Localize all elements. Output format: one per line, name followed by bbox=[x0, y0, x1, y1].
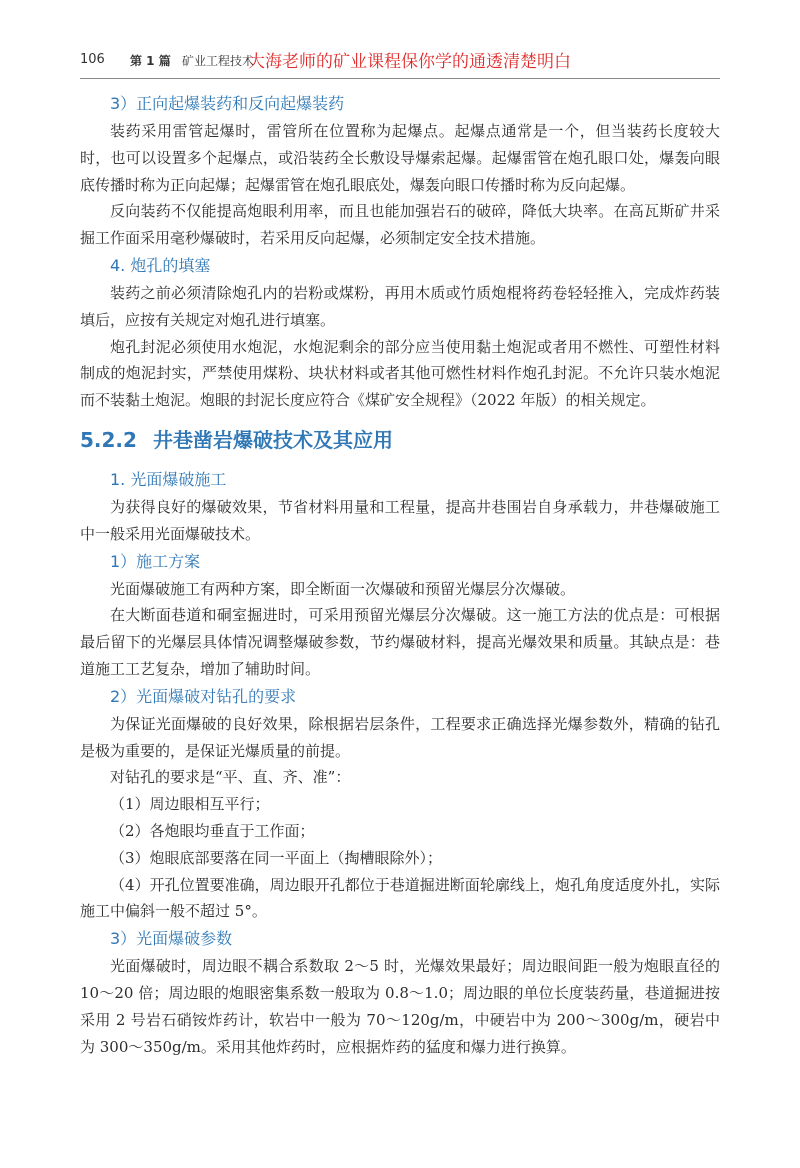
list-item: （2）各炮眼均垂直于工作面； bbox=[110, 821, 315, 840]
subheading-blasting-parameters: 3）光面爆破参数 bbox=[110, 929, 233, 949]
page-header bbox=[80, 52, 720, 82]
paragraph: 为获得良好的爆破效果，节省材料用量和工程量，提高井巷围岩自身承载力，井巷爆破施工中一般采用光面爆破技术。 bbox=[80, 497, 720, 543]
paragraph: 炮孔封泥必须使用水炮泥，水炮泥剩余的部分应当使用黏土炮泥或者用不燃性、可塑性材料制成的炮泥封实，严禁使用煤粉、块状材料或者其他可燃性材料作炮孔封泥。不允许只装水炮泥而不装黏土炮泥。炮眼的封泥长度应符合《煤矿安全规程》（2022 年版）的相关规定。 bbox=[80, 337, 720, 410]
paragraph: 光面爆破施工有两种方案，即全断面一次爆破和预留光爆层分次爆破。 bbox=[110, 579, 576, 598]
running-title: 矿业工程技术 bbox=[182, 54, 255, 68]
subheading-smooth-blasting: 1. 光面爆破施工 bbox=[110, 469, 227, 489]
part-label: 第 1 篇 bbox=[130, 54, 171, 68]
paragraph: 装药采用雷管起爆时，雷管所在位置称为起爆点。起爆点通常是一个，但当装药长度较大时，也可以设置多个起爆点，或沿装药全长敷设导爆索起爆。起爆雷管在炮孔眼口处，爆轰向眼底传播时称为正向起爆；起爆雷管在炮孔眼底处，爆轰向眼口传播时称为反向起爆。 bbox=[80, 122, 720, 194]
list-item: （3）炮眼底部要落在同一平面上（掏槽眼除外）； bbox=[110, 848, 443, 867]
list-item: （4）开孔位置要准确，周边眼开孔都位于巷道掘进断面轮廓线上，炮孔角度适度外扎，实际施工中偏斜一般不超过 5°。 bbox=[80, 875, 720, 921]
section-heading bbox=[80, 426, 720, 454]
header-divider bbox=[80, 78, 720, 79]
page-number: 106 bbox=[80, 52, 105, 67]
paragraph: 对钻孔的要求是“平、直、齐、准”： bbox=[110, 768, 351, 787]
subheading-construction-plan: 1）施工方案 bbox=[110, 551, 201, 571]
paragraph: 光面爆破时，周边眼不耦合系数取 2～5 时，光爆效果最好；周边眼间距一般为炮眼直径的 10～20 倍；周边眼的炮眼密集系数一般取为 0.8～1.0；周边眼的单位长度装药量，巷道掘进按采用 2 号岩石硝铵炸药计，软岩中一般为 70～120g/m，中硬岩中为 200～300g/m，硬岩中为 300～350g/m。采用其他炸药时，应根据炸药的猛度和爆力进行换算。 bbox=[80, 957, 720, 1056]
section-number: 5.2.2 bbox=[80, 427, 137, 452]
paragraph: 装药之前必须清除炮孔内的岩粉或煤粉，再用木质或竹质炮棍将药卷轻轻推入，完成炸药装填后，应按有关规定对炮孔进行填塞。 bbox=[80, 283, 720, 329]
subheading-reverse-initiation: 3）正向起爆装药和反向起爆装药 bbox=[110, 94, 345, 113]
subheading-drilling-requirements: 2）光面爆破对钻孔的要求 bbox=[110, 686, 297, 706]
page-body bbox=[80, 90, 720, 1060]
paragraph: 反向装药不仅能提高炮眼利用率，而且也能加强岩石的破碎，降低大块率。在高瓦斯矿井采掘工作面采用毫秒爆破时，若采用反向起爆，必须制定安全技术措施。 bbox=[80, 202, 720, 248]
list-item: （1）周边眼相互平行； bbox=[110, 795, 270, 814]
paragraph: 在大断面巷道和硐室掘进时，可采用预留光爆层分次爆破。这一施工方法的优点是：可根据最后留下的光爆层具体情况调整爆破参数，节约爆破材料，提高光爆效果和质量。其缺点是：巷道施工工艺复杂，增加了辅助时间。 bbox=[80, 606, 720, 678]
paragraph: 为保证光面爆破的良好效果，除根据岩层条件，工程要求正确选择光爆参数外，精确的钻孔是极为重要的，是保证光爆质量的前提。 bbox=[80, 714, 720, 760]
watermark-text: 大海老师的矿业课程保你学的通透清楚明白 bbox=[248, 52, 571, 72]
section-title: 井巷凿岩爆破技术及其应用 bbox=[152, 427, 393, 452]
subheading-stemming: 4. 炮孔的填塞 bbox=[110, 255, 211, 275]
